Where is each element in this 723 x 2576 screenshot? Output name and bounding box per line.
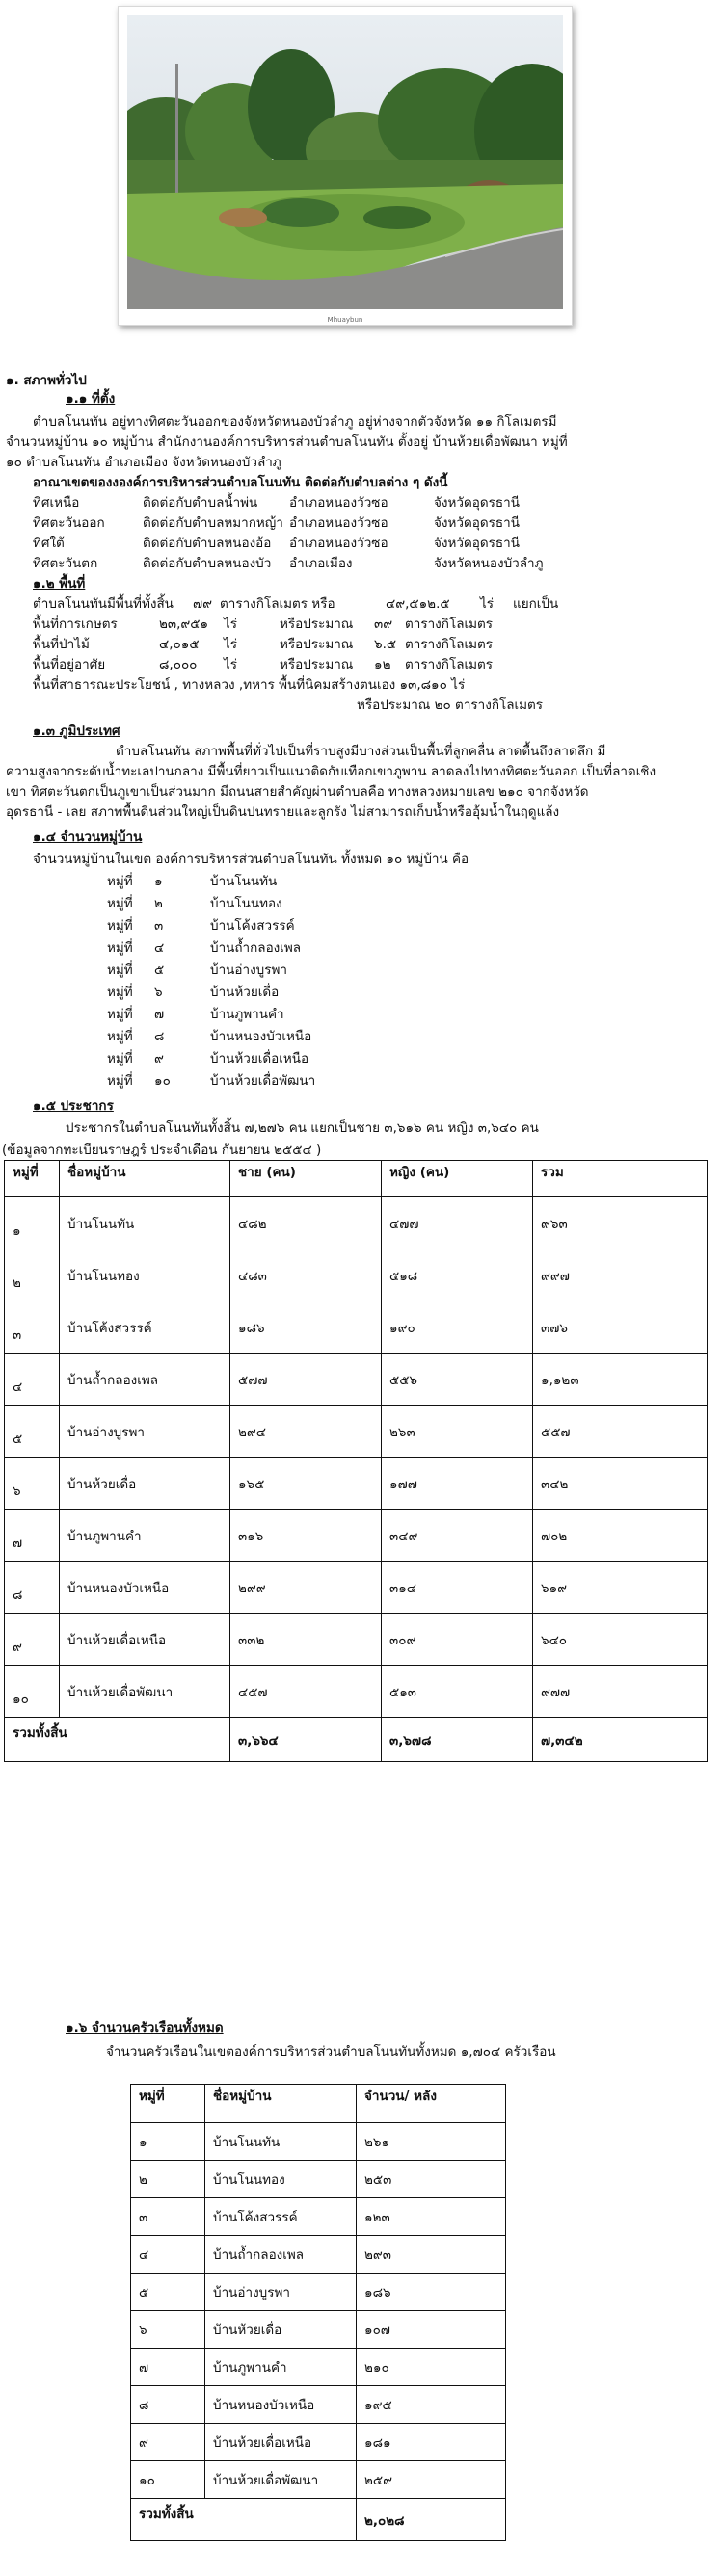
cell-female: ๕๑๘ (382, 1249, 533, 1301)
cell-male: ๔๕๗ (230, 1666, 382, 1718)
cell-moo: ๔ (5, 1354, 60, 1406)
area-label: พื้นที่การเกษตร (33, 617, 118, 632)
cell-village: บ้านห้วยเดื่อเหนือ (205, 2424, 357, 2461)
photo-caption: Mhuaybun (327, 316, 363, 324)
total-label: รวมทั้งสิ้น (5, 1718, 230, 1762)
list-item-moo: หมู่ที่ (107, 962, 133, 978)
cell-village: บ้านห้วยเดื่อเหนือ (60, 1614, 230, 1666)
villages-title: ๑.๔ จำนวนหมู่บ้าน (33, 829, 143, 845)
cell-households: ๑๘๑ (357, 2424, 506, 2461)
table-row (5, 1562, 708, 1614)
cell-total: ๙๖๓ (533, 1197, 708, 1249)
cell-moo: ๙ (131, 2424, 205, 2461)
list-item-number: ๓ (154, 918, 164, 933)
cell-village: บ้านอ่างบูรพา (205, 2274, 357, 2311)
cell-total: ๓๔๒ (533, 1458, 708, 1510)
area-value: ๒๓,๙๕๑ (159, 617, 209, 632)
terrain-line-3: เขา ทิศตะวันตกเป็นภูเขาเป็นส่วนมาก มีถนนสายสำคัญผ่านตำบลคือ ทางหลวงหมายเลข ๒๑๐ จากจังหวัด (6, 784, 589, 800)
boundary-province: จังหวัดหนองบัวลำภู (434, 556, 544, 571)
cell-total: ๖๔๐ (533, 1614, 708, 1666)
area-title: ๑.๒ พื้นที่ (33, 576, 86, 591)
village-photo (118, 6, 573, 326)
boundary-direction: ทิศเหนือ (33, 495, 80, 511)
list-item-number: ๘ (154, 1029, 165, 1044)
cell-male: ๑๖๕ (230, 1458, 382, 1510)
area-value-alt: ๔๙,๕๑๒.๕ (386, 596, 450, 612)
col-male: ชาย (คน) (230, 1161, 382, 1197)
cell-moo: ๘ (131, 2386, 205, 2424)
area-tail: ตารางกิโลเมตร (405, 657, 493, 672)
area-value: ๔,๐๑๕ (159, 637, 200, 652)
list-item-name: บ้านหนองบัวเหนือ (210, 1029, 312, 1044)
table-row (131, 2161, 506, 2198)
table-row (131, 2274, 506, 2311)
list-item-name: บ้านห้วยเดื่อเหนือ (210, 1051, 309, 1066)
list-item-number: ๙ (154, 1051, 164, 1066)
list-item-moo: หมู่ที่ (107, 985, 133, 1000)
villages-intro: จำนวนหมู่บ้านในเขต องค์การบริหารส่วนตำบลโนนทัน ทั้งหมด ๑๐ หมู่บ้าน คือ (33, 852, 469, 867)
cell-moo: ๒ (131, 2161, 205, 2198)
boundary-district: อำเภอหนองวัวซอ (289, 536, 388, 551)
cell-moo: ๑๐ (131, 2461, 205, 2499)
area-unit: ไร่ (224, 637, 238, 652)
list-item-moo: หมู่ที่ (107, 1029, 133, 1044)
list-item-name: บ้านโค้งสวรรค์ (210, 918, 295, 933)
boundary-district: อำเภอหนองวัวซอ (289, 515, 388, 531)
table-row (5, 1406, 708, 1458)
col-female: หญิง (คน) (382, 1161, 533, 1197)
cell-female: ๑๙๐ (382, 1301, 533, 1354)
cell-moo: ๓ (5, 1301, 60, 1354)
terrain-line-4: อุดรธานี - เลย สภาพพื้นดินส่วนใหญ่เป็นดินปนทรายและลูกรัง ไม่สามารถเก็บน้ำหรืออุ้มน้ำในฤดูแล้ง (6, 804, 560, 820)
cell-male: ๕๗๗ (230, 1354, 382, 1406)
cell-households: ๒๑๐ (357, 2349, 506, 2386)
cell-moo: ๑ (131, 2123, 205, 2161)
population-title: ๑.๕ ประชากร (33, 1098, 114, 1114)
population-line-2: (ข้อมูลจากทะเบียนราษฎร์ ประจำเดือน กันยายน ๒๕๕๔ ) (2, 1143, 322, 1158)
table-row (5, 1510, 708, 1562)
total-male: ๓,๖๖๔ (230, 1718, 382, 1762)
cell-village: บ้านถ้ำกลองเพล (60, 1354, 230, 1406)
cell-male: ๒๙๙ (230, 1562, 382, 1614)
table-row (131, 2198, 506, 2236)
list-item-name: บ้านภูพานคำ (210, 1007, 284, 1022)
area-tail: ตารางกิโลเมตร (405, 637, 493, 652)
cell-male: ๑๘๖ (230, 1301, 382, 1354)
cell-households: ๑๙๕ (357, 2386, 506, 2424)
table-row (5, 1666, 708, 1718)
cell-total: ๑,๑๒๓ (533, 1354, 708, 1406)
col-households: จำนวน/ หลัง (357, 2085, 506, 2123)
boundary-direction: ทิศตะวันตก (33, 556, 98, 571)
list-item-moo: หมู่ที่ (107, 1073, 133, 1089)
location-title: ๑.๑ ที่ตั้ง (66, 391, 116, 407)
area-approx: หรือประมาณ (280, 657, 354, 672)
table-row (131, 2236, 506, 2274)
list-item-moo: หมู่ที่ (107, 918, 133, 933)
boundary-province: จังหวัดอุดรธานี (434, 515, 520, 531)
cell-moo: ๕ (131, 2274, 205, 2311)
cell-moo: ๓ (131, 2198, 205, 2236)
list-item-moo: หมู่ที่ (107, 1007, 133, 1022)
landscape-image (127, 15, 563, 309)
area-approx: หรือประมาณ (280, 617, 354, 632)
area-public-line-2: หรือประมาณ ๒๐ ตารางกิโลเมตร (357, 697, 544, 713)
list-item-number: ๖ (154, 985, 163, 1000)
table-row (5, 1458, 708, 1510)
cell-female: ๒๖๓ (382, 1406, 533, 1458)
cell-moo: ๗ (131, 2349, 205, 2386)
cell-total: ๗๐๒ (533, 1510, 708, 1562)
cell-households: ๒๕๙ (357, 2461, 506, 2499)
area-label: ตำบลโนนทันมีพื้นที่ทั้งสิ้น (33, 596, 174, 612)
boundary-adjacent: ติดต่อกับตำบลหนองบัว (143, 556, 272, 571)
list-item-name: บ้านอ่างบูรพา (210, 962, 287, 978)
cell-total: ๙๙๗ (533, 1249, 708, 1301)
location-line-3: ๑๐ ตำบลโนนทัน อำเภอเมือง จังหวัดหนองบัวลำภู (6, 455, 281, 470)
cell-female: ๑๗๗ (382, 1458, 533, 1510)
cell-village: บ้านภูพานคำ (205, 2349, 357, 2386)
cell-village: บ้านภูพานคำ (60, 1510, 230, 1562)
cell-male: ๔๘๓ (230, 1249, 382, 1301)
location-line-2: จำนวนหมู่บ้าน ๑๐ หมู่บ้าน สำนักงานองค์การบริหารส่วนตำบลโนนทัน ตั้งอยู่ บ้านห้วยเดื่อพัฒนา หมู่ที่ (6, 434, 568, 450)
terrain-title: ๑.๓ ภูมิประเทศ (33, 723, 120, 739)
area-km: ๑๒ (374, 657, 391, 672)
cell-female: ๕๕๖ (382, 1354, 533, 1406)
cell-moo: ๖ (5, 1458, 60, 1510)
table-header-row (131, 2085, 506, 2123)
boundary-province: จังหวัดอุดรธานี (434, 536, 520, 551)
cell-male: ๔๘๒ (230, 1197, 382, 1249)
cell-households: ๑๐๗ (357, 2311, 506, 2349)
table-total-row (5, 1718, 708, 1762)
cell-village: บ้านถ้ำกลองเพล (205, 2236, 357, 2274)
garden-illustration (127, 15, 563, 309)
col-moo: หมู่ที่ (131, 2085, 205, 2123)
cell-village: บ้านโนนทอง (205, 2161, 357, 2198)
list-item-number: ๗ (154, 1007, 165, 1022)
table-row (131, 2311, 506, 2349)
list-item-number: ๒ (154, 896, 163, 911)
cell-total: ๕๕๗ (533, 1406, 708, 1458)
boundary-district: อำเภอเมือง (289, 556, 353, 571)
section-heading: ๑. สภาพทั่วไป (6, 373, 87, 388)
cell-moo: ๖ (131, 2311, 205, 2349)
cell-moo: ๑ (5, 1197, 60, 1249)
cell-moo: ๙ (5, 1614, 60, 1666)
cell-village: บ้านโค้งสวรรค์ (205, 2198, 357, 2236)
population-table (4, 1160, 708, 1762)
cell-households: ๑๒๓ (357, 2198, 506, 2236)
cell-female: ๕๑๓ (382, 1666, 533, 1718)
cell-female: ๓๑๔ (382, 1562, 533, 1614)
cell-moo: ๕ (5, 1406, 60, 1458)
cell-households: ๑๘๖ (357, 2274, 506, 2311)
cell-village: บ้านห้วยเดื่อพัฒนา (205, 2461, 357, 2499)
cell-moo: ๗ (5, 1510, 60, 1562)
list-item-moo: หมู่ที่ (107, 1051, 133, 1066)
table-row (131, 2424, 506, 2461)
table-row (131, 2349, 506, 2386)
area-unit: ไร่ (224, 617, 238, 632)
cell-village: บ้านหนองบัวเหนือ (60, 1562, 230, 1614)
boundary-adjacent: ติดต่อกับตำบลหมากหญ้า (143, 515, 283, 531)
cell-households: ๒๙๓ (357, 2236, 506, 2274)
boundary-adjacent: ติดต่อกับตำบลน้ำพ่น (143, 495, 258, 511)
table-header-row (5, 1161, 708, 1197)
cell-moo: ๑๐ (5, 1666, 60, 1718)
cell-households: ๒๕๓ (357, 2161, 506, 2198)
list-item-number: ๑๐ (154, 1073, 171, 1089)
cell-village: บ้านอ่างบูรพา (60, 1406, 230, 1458)
location-line-1: ตำบลโนนทัน อยู่ทางทิศตะวันออกของจังหวัดหนองบัวลำภู อยู่ห่างจากตัวจังหวัด ๑๑ กิโลเมตรมี (33, 414, 557, 430)
area-tail: ตารางกิโลเมตร (405, 617, 493, 632)
cell-male: ๓๑๖ (230, 1510, 382, 1562)
list-item-name: บ้านถ้ำกลองเพล (210, 940, 302, 956)
table-row (131, 2123, 506, 2161)
area-tail: แยกเป็น (513, 596, 559, 612)
area-value: ๗๙ (193, 596, 213, 612)
list-item-number: ๑ (154, 874, 163, 889)
cell-village: บ้านโค้งสวรรค์ (60, 1301, 230, 1354)
cell-female: ๓๐๙ (382, 1614, 533, 1666)
boundary-direction: ทิศตะวันออก (33, 515, 105, 531)
area-label: พื้นที่ป่าไม้ (33, 637, 90, 652)
cell-village: บ้านโนนทอง (60, 1249, 230, 1301)
table-row (5, 1197, 708, 1249)
boundary-district: อำเภอหนองวัวซอ (289, 495, 388, 511)
cell-total: ๙๗๗ (533, 1666, 708, 1718)
col-total: รวม (533, 1161, 708, 1197)
cell-village: บ้านโนนทัน (205, 2123, 357, 2161)
cell-moo: ๒ (5, 1249, 60, 1301)
area-km: ๓๙ (374, 617, 393, 632)
households-table (130, 2084, 506, 2541)
list-item-name: บ้านโนนทัน (210, 874, 278, 889)
list-item-moo: หมู่ที่ (107, 896, 133, 911)
boundary-adjacent: ติดต่อกับตำบลหนองอ้อ (143, 536, 272, 551)
area-unit: ไร่ (224, 657, 238, 672)
boundary-direction: ทิศใต้ (33, 536, 65, 551)
list-item-number: ๔ (154, 940, 165, 956)
total-female: ๓,๖๗๘ (382, 1718, 533, 1762)
terrain-line-2: ความสูงจากระดับน้ำทะเลปานกลาง มีพื้นที่ยาวเป็นแนวติดกับเทือกเขาภูพาน ลาดลงไปทางทิศตะวันออก เป็นที่ลาดเชิง (6, 764, 656, 779)
cell-male: ๒๙๔ (230, 1406, 382, 1458)
cell-moo: ๘ (5, 1562, 60, 1614)
area-public-line: พื้นที่สาธารณะประโยชน์ , ทางหลวง ,ทหาร พื้นที่นิคมสร้างตนเอง ๑๓,๘๑๐ ไร่ (33, 677, 466, 693)
cell-village: บ้านห้วยเดื่อ (205, 2311, 357, 2349)
col-village: ชื่อหมู่บ้าน (205, 2085, 357, 2123)
table-row (5, 1614, 708, 1666)
cell-village: บ้านห้วยเดื่อ (60, 1458, 230, 1510)
households-intro: จำนวนครัวเรือนในเขตองค์การบริหารส่วนตำบลโนนทันทั้งหมด ๑,๗๐๔ ครัวเรือน (106, 2044, 556, 2060)
area-unit-alt: ไร่ (480, 596, 495, 612)
list-item-name: บ้านห้วยเดื่อ (210, 985, 280, 1000)
cell-moo: ๔ (131, 2236, 205, 2274)
cell-female: ๔๗๗ (382, 1197, 533, 1249)
cell-male: ๓๓๒ (230, 1614, 382, 1666)
table-row (5, 1354, 708, 1406)
col-village: ชื่อหมู่บ้าน (60, 1161, 230, 1197)
area-km: ๖.๕ (374, 637, 397, 652)
col-moo: หมู่ที่ (5, 1161, 60, 1197)
boundary-province: จังหวัดอุดรธานี (434, 495, 520, 511)
area-label: พื้นที่อยู่อาศัย (33, 657, 106, 672)
population-line-1: ประชากรในตำบลโนนทันทั้งสิ้น ๗,๒๗๖ คน แยกเป็นชาย ๓,๖๑๖ คน หญิง ๓,๖๔๐ คน (66, 1120, 539, 1136)
table-row (5, 1301, 708, 1354)
cell-village: บ้านหนองบัวเหนือ (205, 2386, 357, 2424)
cell-total: ๖๑๙ (533, 1562, 708, 1614)
total-label: รวมทั้งสิ้น (131, 2499, 357, 2541)
table-row (131, 2386, 506, 2424)
list-item-moo: หมู่ที่ (107, 940, 133, 956)
table-total-row (131, 2499, 506, 2541)
list-item-moo: หมู่ที่ (107, 874, 133, 889)
area-approx: หรือประมาณ (280, 637, 354, 652)
total-sum: ๗,๓๔๒ (533, 1718, 708, 1762)
table-row (5, 1249, 708, 1301)
list-item-number: ๕ (154, 962, 165, 978)
cell-village: บ้านโนนทัน (60, 1197, 230, 1249)
cell-total: ๓๗๖ (533, 1301, 708, 1354)
boundary-title: อาณาเขตของงองค์การบริหารส่วนตำบลโนนทัน ติดต่อกับตำบลต่าง ๆ ดังนี้ (33, 475, 448, 490)
cell-female: ๓๔๙ (382, 1510, 533, 1562)
cell-households: ๒๖๑ (357, 2123, 506, 2161)
table-row (131, 2461, 506, 2499)
list-item-name: บ้านโนนทอง (210, 896, 282, 911)
households-title: ๑.๖ จำนวนครัวเรือนทั้งหมด (66, 2020, 224, 2036)
total-households: ๒,๐๒๘ (357, 2499, 506, 2541)
area-value: ๘,๐๐๐ (159, 657, 198, 672)
area-unit: ตารางกิโลเมตร หรือ (220, 596, 335, 612)
list-item-name: บ้านห้วยเดื่อพัฒนา (210, 1073, 316, 1089)
terrain-line-1: ตำบลโนนทัน สภาพพื้นที่ทั่วไปเป็นที่ราบสูงมีบางส่วนเป็นพื้นที่ลูกคลื่น ลาดตื้นถึงลาดลึก มี (116, 744, 606, 759)
cell-village: บ้านห้วยเดื่อพัฒนา (60, 1666, 230, 1718)
